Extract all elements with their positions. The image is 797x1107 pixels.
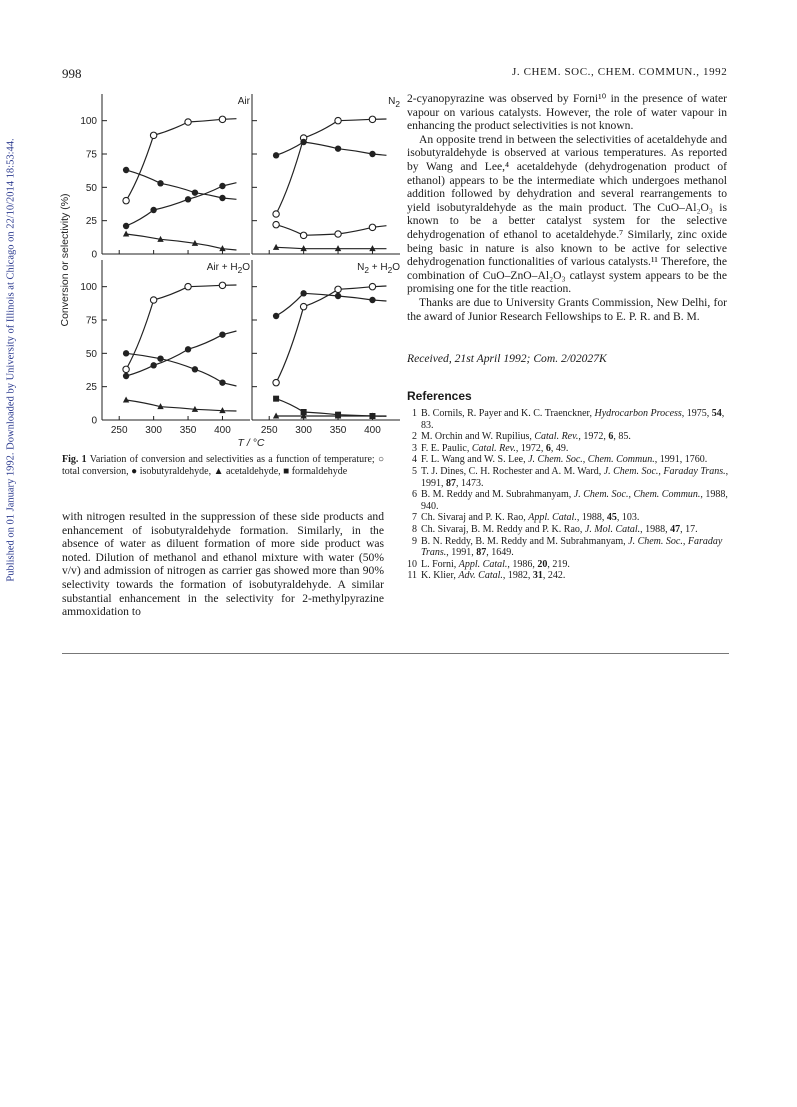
series-line bbox=[276, 247, 386, 248]
open-circle-marker bbox=[185, 119, 191, 125]
series-line bbox=[126, 331, 236, 376]
panel-label bbox=[178, 96, 250, 110]
reference-item bbox=[407, 431, 729, 443]
x-tick-label: 400 bbox=[214, 425, 231, 436]
open-circle-marker bbox=[335, 286, 341, 292]
reference-text: L. Forni, Appl. Catal., 1986, 20, 219. bbox=[421, 558, 570, 570]
paragraph: 2-cyanopyrazine was observed by Forni¹⁰ in the presence of water vapour on various catalysts. However, the role of water vapour in enhancing the product selectivities is not known. bbox=[407, 92, 727, 133]
page-number: 998 bbox=[62, 66, 82, 81]
series-line bbox=[126, 234, 236, 250]
y-tick-label: 75 bbox=[85, 315, 97, 327]
reference-item bbox=[407, 408, 729, 431]
series-line bbox=[276, 293, 386, 316]
y-tick-label: 50 bbox=[85, 348, 97, 360]
open-circle-marker bbox=[335, 117, 341, 123]
paragraph: with nitrogen resulted in the suppression of these side products and enhancement of isobutyraldehyde formation. Similarly, in the absence of water as diluent formation of more side product was noted. Dilution of methanol and ethanol mixture with water (50% v/v) and admission of nitrogen as carrier gas showed more than 90% selectivity towards the formation of isobutyraldehyde. A similar substantial enhancement in the selectivity for 2-methylpyrazine ammoxidation to bbox=[62, 510, 384, 619]
journal-header: J. CHEM. SOC., CHEM. COMMUN., 1992 bbox=[512, 66, 728, 78]
open-circle-marker bbox=[300, 232, 306, 238]
filled-circle-marker bbox=[157, 180, 163, 186]
panel-label bbox=[328, 96, 400, 110]
references-heading: References bbox=[407, 389, 472, 403]
series-line bbox=[126, 400, 236, 411]
reference-list bbox=[407, 408, 729, 582]
reference-number: 8 bbox=[412, 523, 417, 535]
received-date: Received, 21st April 1992; Com. 2/02027K bbox=[407, 352, 607, 365]
filled-circle-marker bbox=[219, 331, 225, 337]
reference-item bbox=[407, 570, 729, 582]
reference-text: B. N. Reddy, B. M. Reddy and M. Subrahmanyam, J. Chem. Soc., Faraday Trans., 1991, 87, 1649. bbox=[421, 535, 723, 559]
filled-circle-marker bbox=[273, 152, 279, 158]
panel-label bbox=[178, 262, 250, 276]
open-circle-marker bbox=[185, 283, 191, 289]
reference-text: T. J. Dines, C. H. Rochester and A. M. Ward, J. Chem. Soc., Faraday Trans., 1991, 87, 1473. bbox=[421, 465, 729, 489]
reference-number: 9 bbox=[412, 535, 417, 547]
reference-number: 1 bbox=[412, 408, 417, 419]
panel-label bbox=[328, 262, 400, 276]
open-circle-marker bbox=[369, 224, 375, 230]
filled-circle-marker bbox=[335, 293, 341, 299]
open-circle-marker bbox=[219, 116, 225, 122]
x-tick-label: 400 bbox=[364, 425, 381, 436]
filled-circle-marker bbox=[185, 196, 191, 202]
reference-number: 7 bbox=[412, 512, 417, 524]
open-circle-marker bbox=[150, 297, 156, 303]
y-tick-label: 0 bbox=[91, 249, 97, 261]
x-tick-label: 350 bbox=[179, 425, 197, 436]
figure-1-chart bbox=[55, 88, 400, 450]
paragraph: An opposite trend in between the selectivities of acetaldehyde and isobutyraldehyde is observed at various temperatures. As reported by Wang and Lee,⁴ acetaldehyde (dehydrogenation product of ethanol) appears to be the intermediate which undergoes methanol addition followed by dehydration and several rearrangements to yield isobutyraldehyde as the main product. The CuO–Al₂O₃ is known to be a better catalyst system for the selective dehydrogenation of ethanol to acetaldehyde.⁷ Similarly, zinc oxide being basic in nature is also known to be active for selective dehydrogenation functionalities of various catalysts.¹¹ Therefore, the combination of CuO–ZnO–Al₂O₃ catlayst system appears to be the promising one for the title reaction. bbox=[407, 132, 727, 296]
reference-text: B. Cornils, R. Payer and K. C. Traenckner, Hydrocarbon Process, 1975, 54, 83. bbox=[421, 408, 725, 431]
filled-triangle-marker bbox=[123, 397, 129, 403]
filled-circle-marker bbox=[273, 313, 279, 319]
reference-number: 6 bbox=[412, 489, 417, 501]
reference-item bbox=[407, 536, 729, 559]
y-tick-label: 100 bbox=[80, 282, 97, 294]
reference-text: B. M. Reddy and M. Subrahmanyam, J. Chem. Soc., Chem. Commun., 1988, 940. bbox=[421, 489, 728, 512]
reference-text: F. L. Wang and W. S. Lee, J. Chem. Soc., Chem. Commun., 1991, 1760. bbox=[421, 454, 708, 466]
reference-text: Ch. Sivaraj, B. M. Reddy and P. K. Rao, J. Mol. Catal., 1988, 47, 17. bbox=[421, 523, 698, 535]
y-tick-label: 25 bbox=[85, 382, 97, 394]
panel-label-text: $N_2$ bbox=[388, 96, 400, 109]
filled-circle-marker bbox=[192, 189, 198, 195]
reference-number: 11 bbox=[407, 570, 417, 582]
filled-circle-marker bbox=[123, 223, 129, 229]
reference-text: M. Orchin and W. Rupilius, Catal. Rev., 1972, 6, 85. bbox=[421, 431, 631, 443]
open-circle-marker bbox=[369, 116, 375, 122]
x-tick-label: 250 bbox=[110, 425, 128, 436]
filled-circle-marker bbox=[219, 195, 225, 201]
filled-circle-marker bbox=[219, 183, 225, 189]
filled-circle-marker bbox=[300, 139, 306, 145]
body-text-left bbox=[62, 510, 384, 619]
y-axis-label: Conversion or selectivity (%) bbox=[59, 193, 71, 327]
reference-text: F. E. Paulic, Catal. Rev., 1972, 6, 49. bbox=[421, 442, 569, 454]
filled-circle-marker bbox=[150, 207, 156, 213]
reference-number: 10 bbox=[407, 558, 417, 570]
open-circle-marker bbox=[123, 366, 129, 372]
filled-circle-marker bbox=[157, 355, 163, 361]
y-tick-label: 75 bbox=[85, 149, 97, 161]
filled-square-marker bbox=[369, 413, 375, 419]
reference-item bbox=[407, 512, 729, 524]
reference-item bbox=[407, 524, 729, 536]
panel-label-text: Air + $H_2O$ bbox=[206, 262, 250, 275]
open-circle-marker bbox=[273, 379, 279, 385]
figure-caption-text: Variation of conversion and selectivities as a function of temperature; ○ total conversion, ● isobutyraldehyde, ▲ acetaldehyde, ■ formaldehyde bbox=[62, 454, 384, 477]
open-circle-marker bbox=[335, 231, 341, 237]
filled-circle-marker bbox=[300, 290, 306, 296]
filled-circle-marker bbox=[369, 151, 375, 157]
filled-circle-marker bbox=[192, 366, 198, 372]
reference-number: 2 bbox=[412, 431, 417, 443]
x-tick-label: 350 bbox=[329, 425, 347, 436]
filled-circle-marker bbox=[123, 350, 129, 356]
filled-square-marker bbox=[301, 409, 307, 415]
filled-circle-marker bbox=[219, 379, 225, 385]
series-line bbox=[276, 119, 386, 214]
open-circle-marker bbox=[219, 282, 225, 288]
filled-circle-marker bbox=[123, 167, 129, 173]
filled-square-marker bbox=[335, 412, 341, 418]
open-circle-marker bbox=[300, 303, 306, 309]
reference-item bbox=[407, 559, 729, 571]
x-axis-label: T / °C bbox=[237, 437, 265, 449]
reference-item bbox=[407, 443, 729, 455]
filled-square-marker bbox=[273, 396, 279, 402]
reference-text: K. Klier, Adv. Catal., 1982, 31, 242. bbox=[421, 570, 566, 582]
reference-text: Ch. Sivaraj and P. K. Rao, Appl. Catal., 1988, 45, 103. bbox=[421, 512, 640, 524]
filled-circle-marker bbox=[185, 346, 191, 352]
reference-number: 3 bbox=[412, 442, 417, 454]
open-circle-marker bbox=[273, 221, 279, 227]
figure-caption-label: Fig. 1 bbox=[62, 454, 87, 465]
download-watermark-text: Published on 01 January 1992. Downloaded by University of Illinois at Chicago on 22/10/2014 18:53:44. bbox=[5, 138, 17, 582]
open-circle-marker bbox=[369, 283, 375, 289]
bottom-divider bbox=[62, 653, 729, 654]
series-line bbox=[126, 183, 236, 226]
y-tick-label: 100 bbox=[80, 116, 97, 128]
x-tick-label: 300 bbox=[295, 425, 312, 436]
reference-item bbox=[407, 454, 729, 466]
filled-circle-marker bbox=[123, 373, 129, 379]
series-line bbox=[126, 285, 236, 369]
figure-caption bbox=[62, 454, 384, 478]
reference-item bbox=[407, 489, 729, 512]
reference-number: 4 bbox=[412, 454, 417, 466]
y-tick-label: 50 bbox=[85, 182, 97, 194]
y-tick-label: 25 bbox=[85, 216, 97, 228]
acknowledgement: Thanks are due to University Grants Commission, New Delhi, for the award of Junior Research Fellowships to E. P. R. and B. M. bbox=[407, 295, 727, 323]
open-circle-marker bbox=[150, 132, 156, 138]
open-circle-marker bbox=[123, 197, 129, 203]
body-text-right bbox=[407, 92, 727, 323]
reference-number: 5 bbox=[412, 465, 417, 477]
filled-triangle-marker bbox=[123, 231, 129, 237]
x-tick-label: 250 bbox=[260, 425, 278, 436]
y-tick-label: 0 bbox=[91, 415, 97, 427]
panel-label-text: $N_2 + H_2O$ bbox=[357, 262, 400, 275]
download-watermark bbox=[2, 40, 20, 680]
filled-circle-marker bbox=[335, 145, 341, 151]
reference-item bbox=[407, 466, 729, 489]
x-tick-label: 300 bbox=[145, 425, 162, 436]
open-circle-marker bbox=[273, 211, 279, 217]
filled-circle-marker bbox=[369, 297, 375, 303]
filled-circle-marker bbox=[150, 362, 156, 368]
panel-label-text: Air bbox=[237, 96, 250, 107]
